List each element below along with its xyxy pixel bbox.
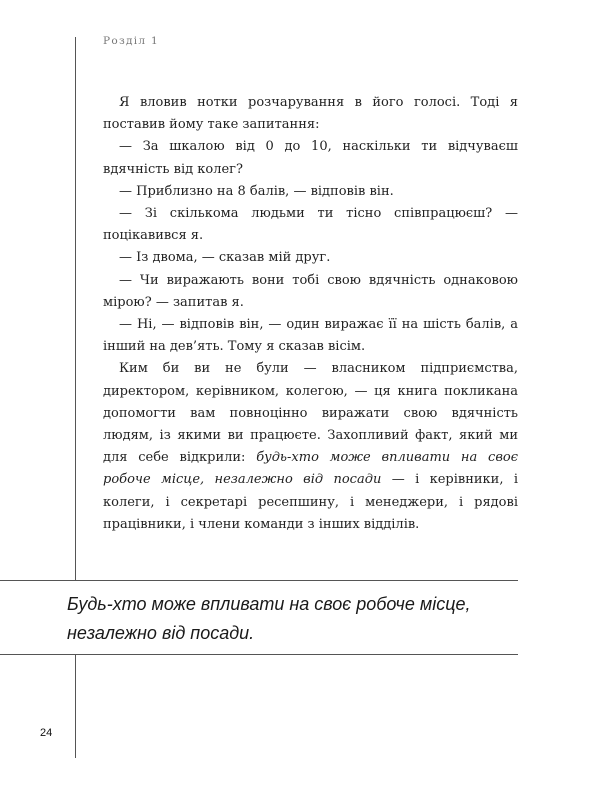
margin-rule-top: [75, 37, 76, 580]
paragraph: — За шкалою від 0 до 10, наскільки ти відчуваєш вдячність від колег?: [103, 139, 518, 177]
page-number: 24: [40, 727, 53, 739]
paragraph-emphasis: будь-хто може впливати на своє робоче місце, незалежно від посади: [103, 450, 518, 488]
paragraph: Я вловив нотки розчарування в його голосі. Тоді я поставив йому таке запитання:: [103, 95, 518, 133]
paragraph-lead: Ким би ви не були — власником підприємства, директором, керівником, колегою, — ця книга покликана допомогти вам повноцінно виражати свою вдячність людям, із якими ви працюєте. Захопливий факт, який ми для себе відкрили:: [103, 361, 518, 466]
pull-quote: Будь-хто може впливати на своє робоче місце, незалежно від посади.: [67, 594, 471, 643]
paragraph-last: [103, 358, 518, 536]
paragraph: — Ні, — відповів він, — один виражає її на шість балів, а інший на дев’ять. Тому я сказав вісім.: [103, 317, 518, 355]
body-text: [103, 92, 518, 536]
paragraph: — Чи виражають вони тобі свою вдячність однаковою мірою? — запитав я.: [103, 272, 518, 310]
paragraph-tail: — і керівники, і колеги, і секретарі ресепшину, і менеджери, і рядові працівники, і члени команди з інших відділів.: [103, 472, 518, 532]
paragraph: — Із двома, — сказав мій друг.: [119, 250, 331, 266]
quote-rule-bottom: [0, 654, 518, 655]
margin-rule-bottom: [75, 654, 76, 758]
paragraph: — Зі скількома людьми ти тісно співпрацюєш? — поцікавився я.: [103, 206, 518, 244]
quote-rule-top: [0, 580, 518, 581]
running-header-chapter: Розділ 1: [103, 35, 160, 47]
paragraph: — Приблизно на 8 балів, — відповів він.: [119, 183, 394, 199]
